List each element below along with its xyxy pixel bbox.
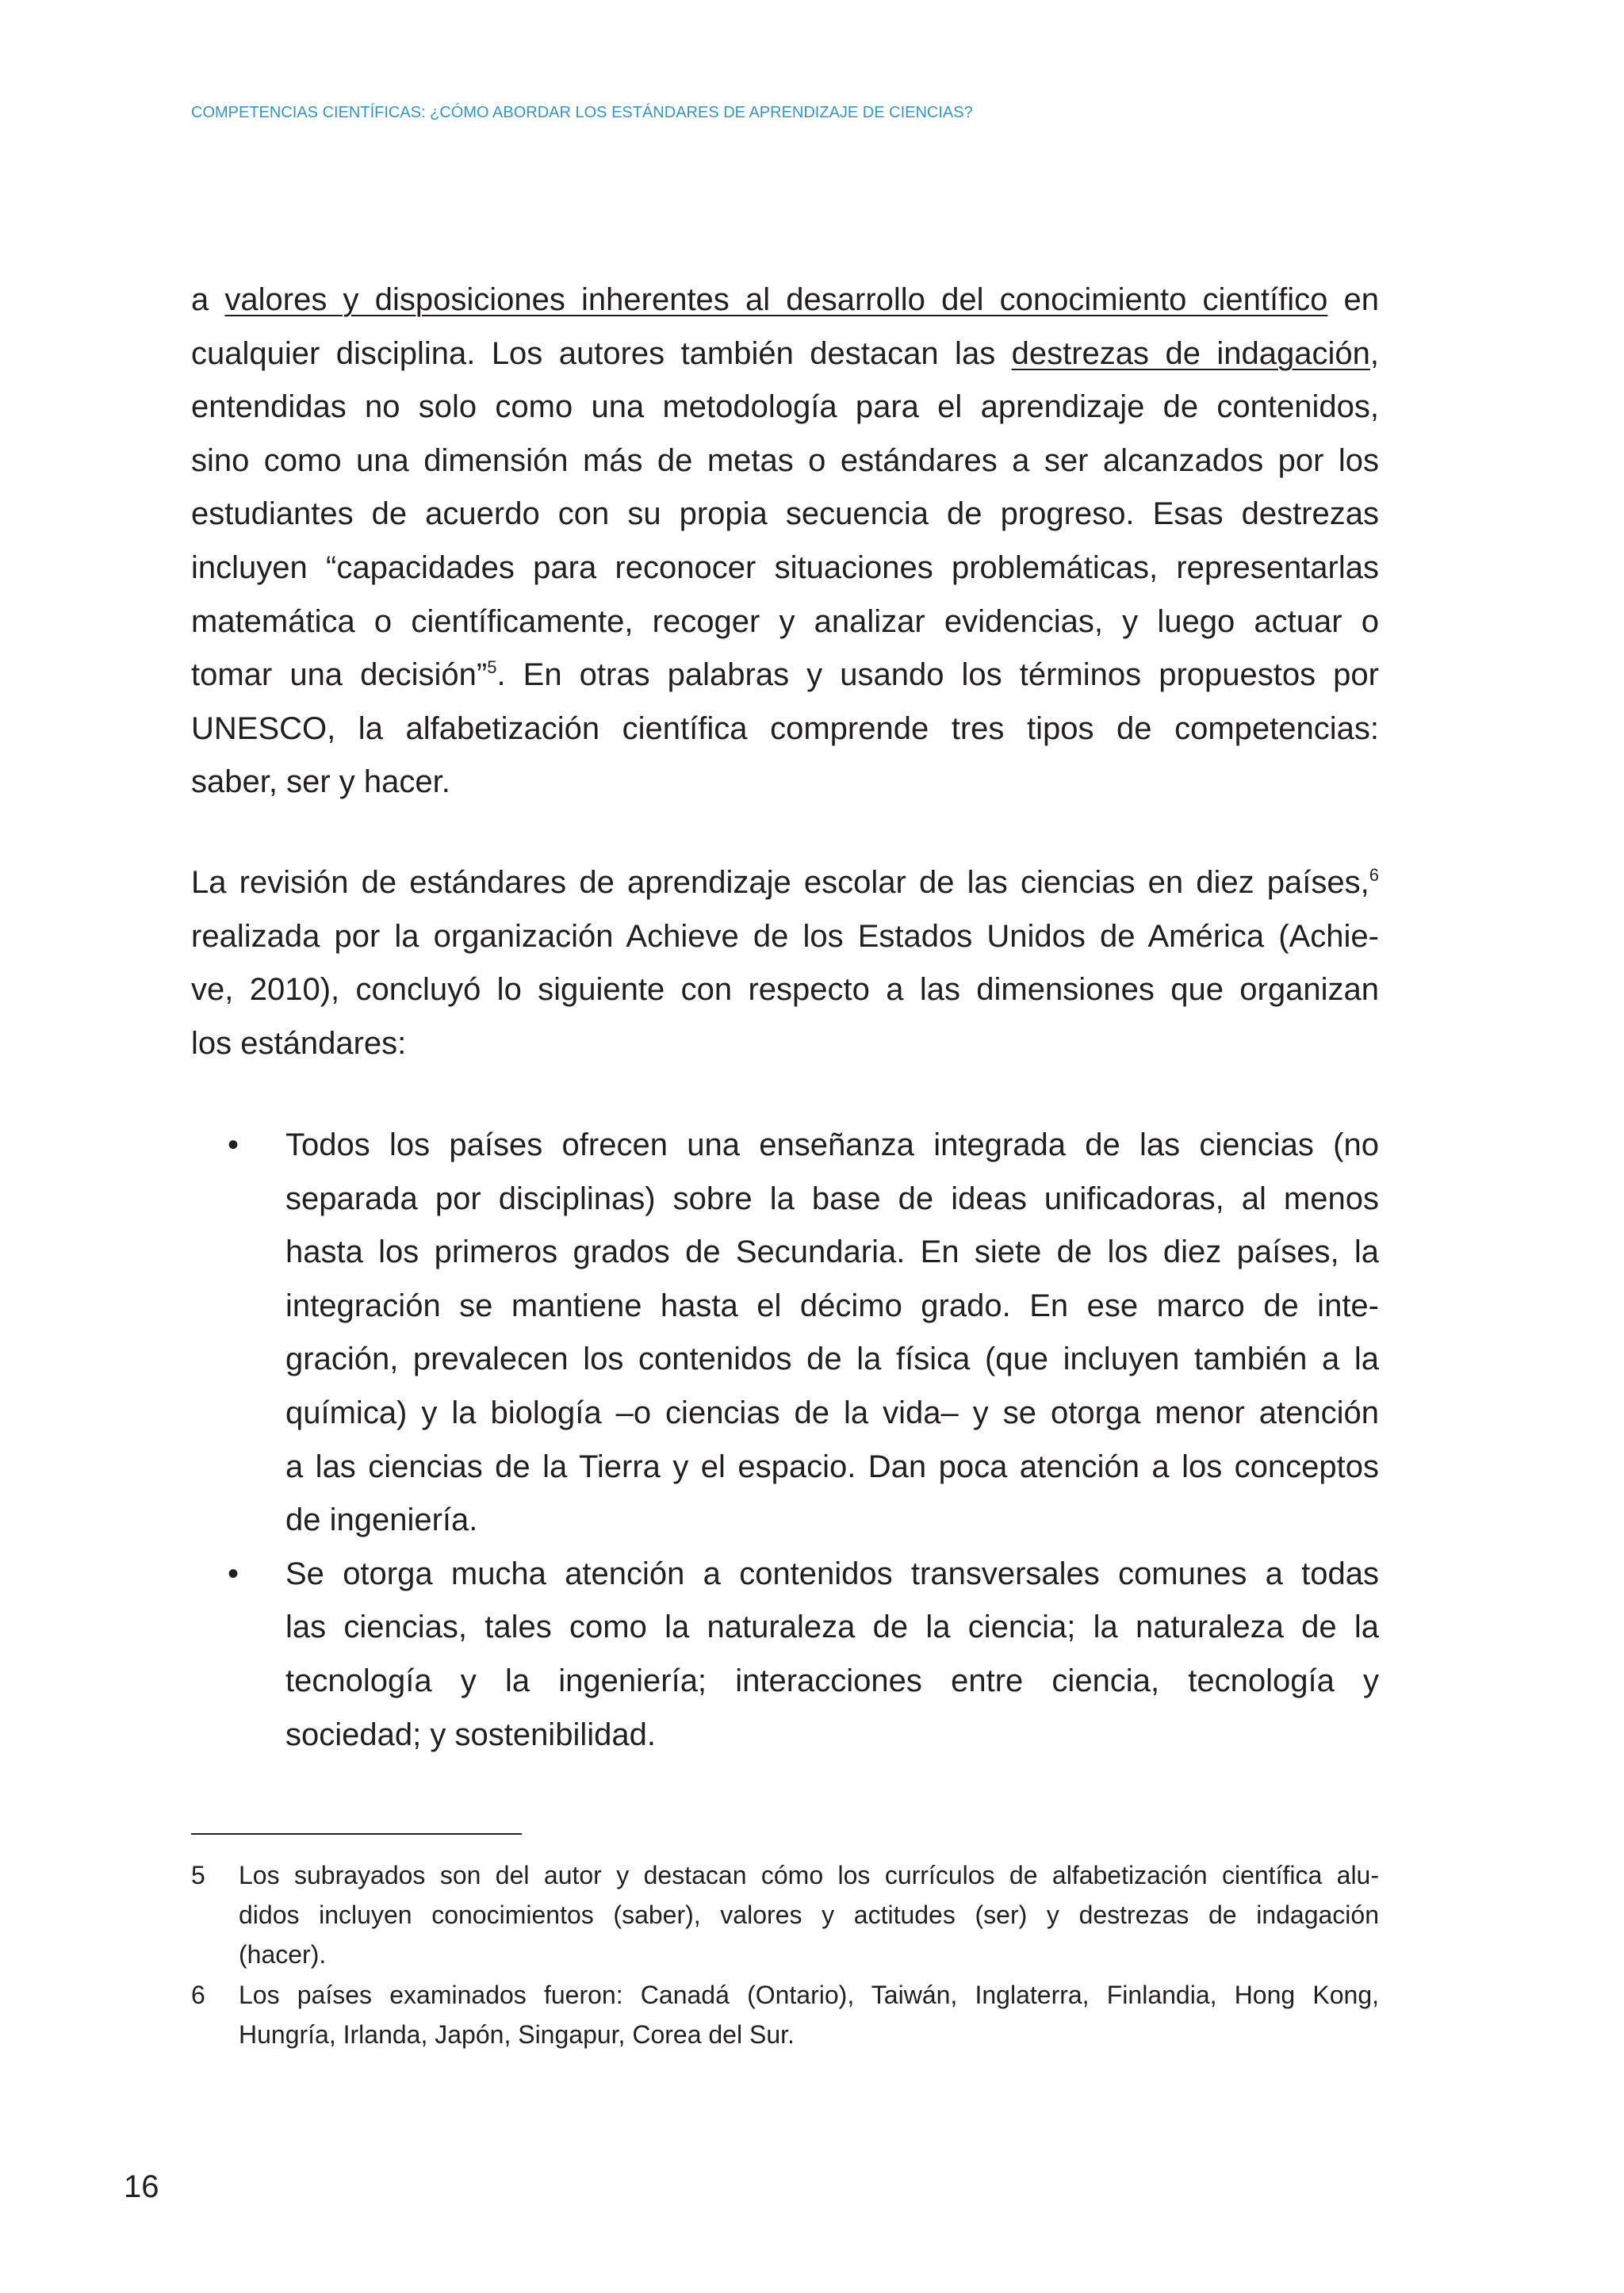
footnote-line: Los subrayados son del autor y destacan cómo los currículos de alfabetización científica alu- bbox=[239, 1861, 1379, 1889]
text-line: de ingeniería. bbox=[285, 1503, 478, 1538]
footnote-line: Los países examinados fueron: Canadá (Ontario), Taiwán, Inglaterra, Finlandia, Hong Kong, bbox=[239, 1981, 1379, 2009]
body-paragraph bbox=[191, 274, 1379, 810]
footnote-line: (hacer). bbox=[239, 1940, 327, 1969]
bullet-marker: • bbox=[228, 1556, 239, 1591]
footnote-line: didos incluyen conocimientos (saber), valores y actitudes (ser) y destrezas de indagación bbox=[239, 1901, 1379, 1929]
underlined-phrase: valores y disposiciones inherentes al desarrollo del conocimiento científico bbox=[224, 282, 1328, 317]
text-line bbox=[191, 327, 1379, 381]
footnotes bbox=[191, 1855, 1379, 2054]
footnote bbox=[191, 1975, 1379, 2054]
text-line: gración, prevalecen los contenidos de la física (que incluyen también a la bbox=[285, 1342, 1379, 1377]
text-line bbox=[191, 856, 1379, 910]
text-segment: cualquier disciplina. Los autores también destacan las bbox=[191, 335, 1012, 371]
page-number: 16 bbox=[124, 2169, 159, 2204]
text-line: hasta los primeros grados de Secundaria. En siete de los diez países, la bbox=[285, 1235, 1379, 1270]
bullet-marker: • bbox=[228, 1127, 239, 1162]
running-header: COMPETENCIAS CIENTÍFICAS: ¿CÓMO ABORDAR LOS ESTÁNDARES DE APRENDIZAJE DE CIENCIAS? bbox=[191, 104, 973, 121]
text-line: incluyen “capacidades para reconocer situaciones problemáticas, representarlas bbox=[191, 549, 1379, 585]
text-line: sino como una dimensión más de metas o estándares a ser alcanzados por los bbox=[191, 442, 1379, 478]
footnote-number: 5 bbox=[191, 1861, 205, 1889]
footnote-reference: 5 bbox=[487, 657, 497, 678]
text-line: integración se mantiene hasta el décimo grado. En ese marco de inte- bbox=[285, 1288, 1379, 1323]
body-paragraph bbox=[191, 856, 1379, 1070]
list-item bbox=[191, 1548, 1379, 1762]
text-line: tecnología y la ingeniería; interacciones entre ciencia, tecnología y bbox=[285, 1663, 1379, 1698]
text-segment: , bbox=[1369, 335, 1380, 371]
footnote-separator bbox=[191, 1833, 522, 1835]
text-segment: en bbox=[1327, 282, 1380, 317]
text-line: las ciencias, tales como la naturaleza de la ciencia; la naturaleza de la bbox=[285, 1610, 1379, 1645]
text-line: sociedad; y sostenibilidad. bbox=[285, 1717, 656, 1752]
text-line: matemática o científicamente, recoger y analizar evidencias, y luego actuar o bbox=[191, 603, 1379, 639]
footnote-line: Hungría, Irlanda, Japón, Singapur, Corea del Sur. bbox=[239, 2020, 795, 2049]
underlined-phrase: destrezas de indagación bbox=[1011, 335, 1370, 371]
footnote-reference: 6 bbox=[1369, 865, 1379, 885]
text-line: estudiantes de acuerdo con su propia secuencia de progreso. Esas destrezas bbox=[191, 496, 1379, 532]
text-segment: tomar una decisión” bbox=[191, 657, 488, 693]
text-line: saber, ser y hacer. bbox=[191, 764, 450, 800]
text-segment: a bbox=[191, 282, 225, 317]
text-line: química) y la biología –o ciencias de la vida– y se otorga menor atención bbox=[285, 1395, 1379, 1430]
text-line: los estándares: bbox=[191, 1025, 407, 1061]
text-line: UNESCO, la alfabetización científica comprende tres tipos de competencias: bbox=[191, 710, 1379, 746]
text-line: Todos los países ofrecen una enseñanza integrada de las ciencias (no bbox=[285, 1127, 1379, 1162]
text-line: separada por disciplinas) sobre la base de ideas unificadoras, al menos bbox=[285, 1181, 1379, 1216]
text-segment: La revisión de estándares de aprendizaje escolar de las ciencias en diez países, bbox=[191, 865, 1369, 900]
text-line: a las ciencias de la Tierra y el espacio. Dan poca atención a los conceptos bbox=[285, 1449, 1379, 1484]
text-line bbox=[191, 649, 1379, 702]
footnote bbox=[191, 1855, 1379, 1974]
footnote-number: 6 bbox=[191, 1981, 205, 2009]
text-line bbox=[191, 274, 1379, 327]
text-line: Se otorga mucha atención a contenidos transversales comunes a todas bbox=[285, 1556, 1379, 1591]
text-line: ve, 2010), concluyó lo siguiente con respecto a las dimensiones que organizan bbox=[191, 972, 1379, 1008]
text-line: realizada por la organización Achieve de los Estados Unidos de América (Achie- bbox=[191, 918, 1379, 954]
bullet-list bbox=[191, 1119, 1379, 1762]
text-segment: . En otras palabras y usando los términos propuestos por bbox=[496, 657, 1379, 693]
text-line: entendidas no solo como una metodología para el aprendizaje de contenidos, bbox=[191, 389, 1379, 425]
list-item bbox=[191, 1119, 1379, 1548]
